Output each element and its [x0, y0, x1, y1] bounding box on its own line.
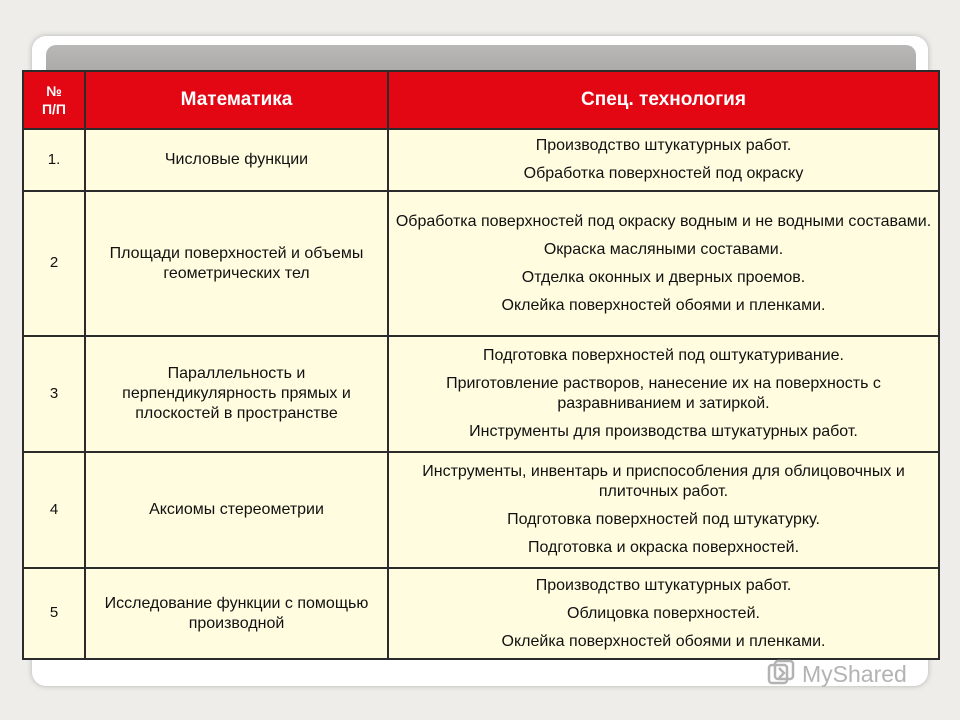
tech-item: Подготовка поверхностей под штукатурку. [507, 511, 820, 528]
row-number: 3 [23, 336, 85, 452]
tech-item: Отделка оконных и дверных проемов. [521, 268, 806, 286]
tech-item: Приготовление растворов, нанесение их на поверхность с разравниванием и затиркой. [446, 375, 881, 412]
watermark [766, 656, 926, 692]
row-math: Площади поверхностей и объемы геометрических тел [85, 191, 388, 336]
row-number: 5 [23, 568, 85, 659]
tech-item: Оклейка поверхностей обоями и пленками. [501, 632, 826, 650]
myshared-logo-icon [766, 659, 796, 689]
tech-item: Производство штукатурных работ. [535, 137, 792, 154]
tech-item: Обработка поверхностей под окраску водным и не водными составами. [395, 212, 932, 230]
table-row [23, 336, 939, 452]
row-number: 1. [23, 129, 85, 191]
row-math: Исследование функции с помощью производной [85, 568, 388, 659]
tech-item: Обработка поверхностей под окраску [523, 165, 804, 182]
tech-item: Оклейка поверхностей обоями и пленками. [501, 296, 826, 314]
header-math: Математика [85, 71, 388, 129]
row-tech [388, 336, 939, 452]
row-tech [388, 129, 939, 191]
row-tech [388, 452, 939, 568]
tech-item: Окраска масляными составами. [543, 240, 784, 258]
tech-item: Инструменты, инвентарь и приспособления для облицовочных и плиточных работ. [422, 463, 905, 500]
row-tech [388, 191, 939, 336]
header-number [23, 71, 85, 129]
tech-item: Облицовка поверхностей. [567, 604, 760, 622]
row-math: Числовые функции [85, 129, 388, 191]
header-tech: Спец. технология [388, 71, 939, 129]
watermark-text: MyShared [802, 660, 907, 687]
tech-item: Инструменты для производства штукатурных работ. [469, 423, 858, 440]
tech-item: Подготовка поверхностей под оштукатуривание. [483, 347, 844, 364]
header-number-line1: № [46, 82, 62, 99]
row-math: Параллельность и перпендикулярность прямых и плоскостей в пространстве [85, 336, 388, 452]
row-number: 4 [23, 452, 85, 568]
table-row [23, 568, 939, 659]
table-row [23, 191, 939, 336]
table-row [23, 452, 939, 568]
table-row [23, 129, 939, 191]
row-tech [388, 568, 939, 659]
row-number: 2 [23, 191, 85, 336]
comparison-table [22, 70, 940, 660]
table-header-row [23, 71, 939, 129]
header-number-line2: П/П [41, 101, 66, 117]
row-math: Аксиомы стереометрии [85, 452, 388, 568]
tech-item: Подготовка и окраска поверхностей. [527, 539, 800, 556]
tech-item: Производство штукатурных работ. [535, 576, 792, 594]
